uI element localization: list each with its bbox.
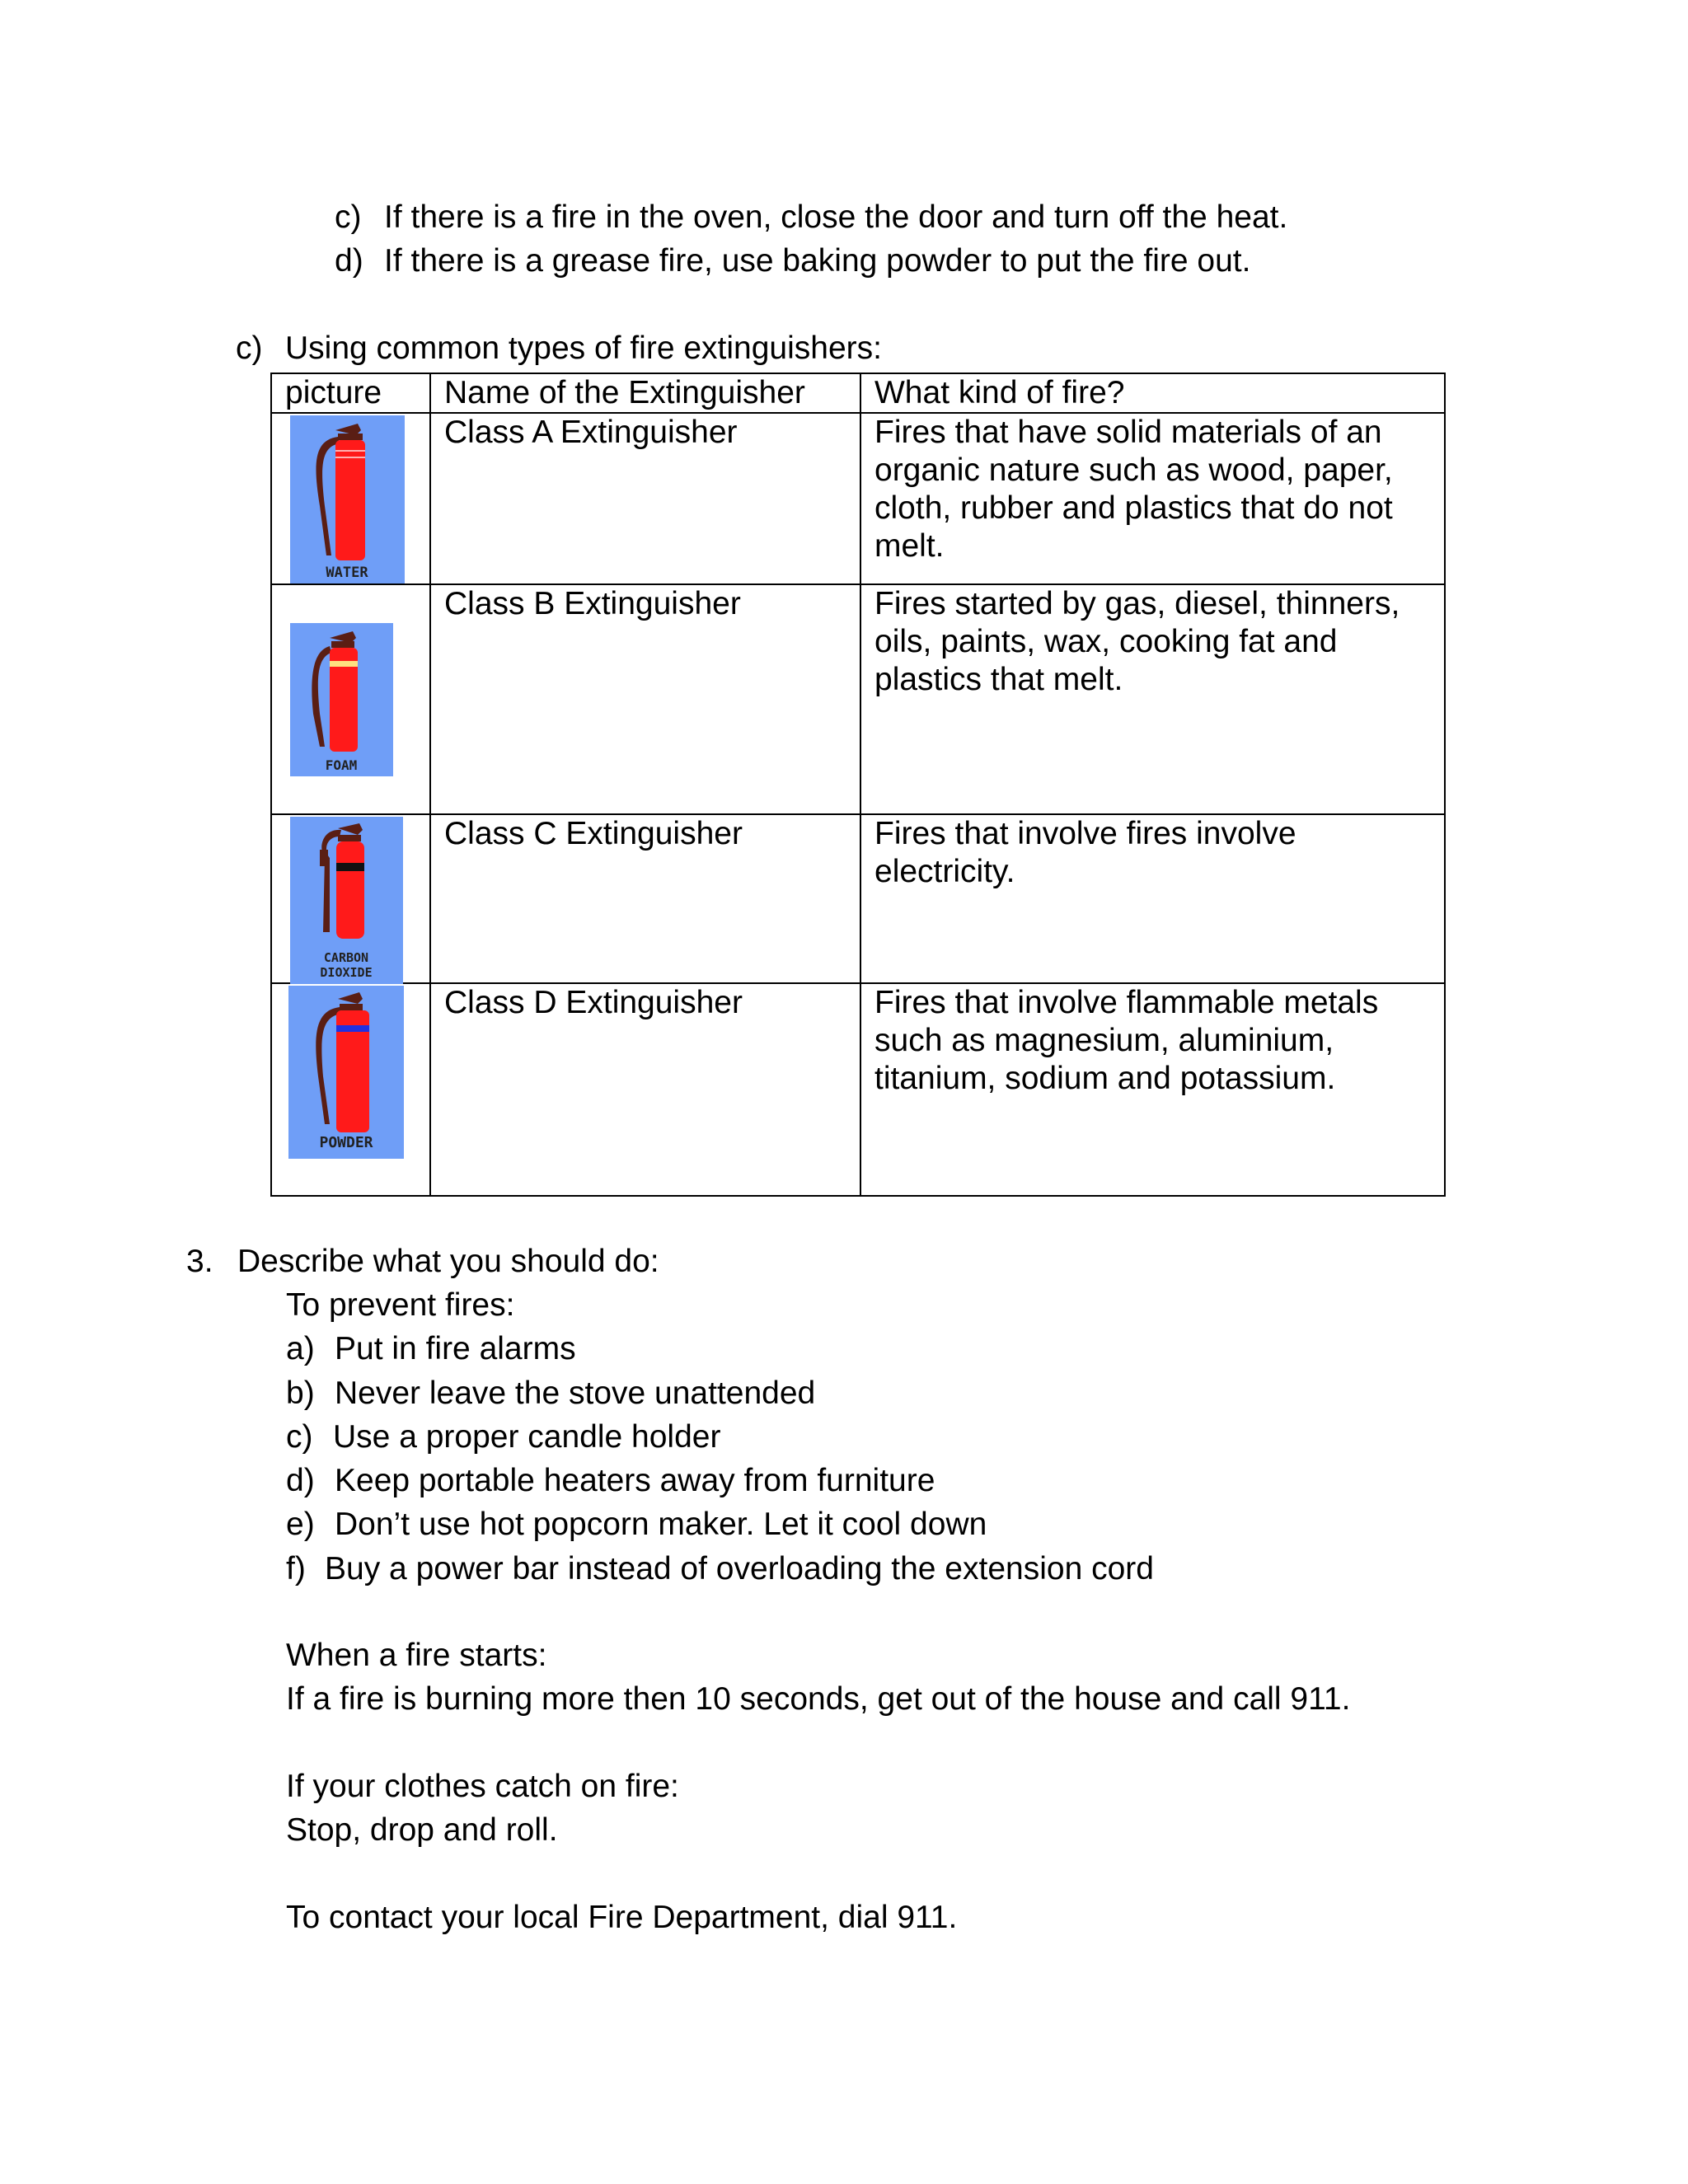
picture-cell	[271, 584, 430, 814]
picture-cell	[271, 983, 430, 1196]
contact-text: To contact your local Fire Department, dial 911.	[286, 1900, 958, 1935]
list-item: d) Keep portable heaters away from furniture	[286, 1463, 935, 1498]
table-row	[271, 983, 1445, 1196]
list-item: e) Don’t use hot popcorn maker. Let it cool down	[286, 1507, 987, 1542]
section-c-heading: c) Using common types of fire extinguishers:	[236, 330, 882, 366]
name-cell: Class D Extinguisher	[430, 983, 860, 1196]
water-extinguisher-icon	[290, 415, 405, 583]
clothes-text: Stop, drop and roll.	[286, 1812, 558, 1848]
name-cell: Class C Extinguisher	[430, 814, 860, 983]
powder-label: POWDER	[319, 1134, 373, 1151]
list-item: a) Put in fire alarms	[286, 1331, 576, 1366]
powder-extinguisher-icon	[288, 986, 404, 1159]
foam-label: FOAM	[325, 757, 358, 773]
clothes-heading: If your clothes catch on fire:	[286, 1769, 679, 1804]
table-row	[271, 413, 1445, 584]
top-list-item-d: d) If there is a grease fire, use baking powder to put the fire out.	[335, 243, 1251, 279]
top-list-item-c: c) If there is a fire in the oven, close the door and turn off the heat.	[335, 199, 1288, 235]
table-row	[271, 814, 1445, 983]
description-cell: Fires that involve fires involve electricity.	[860, 814, 1445, 983]
header-picture: picture	[271, 373, 430, 413]
table-row	[271, 584, 1445, 814]
list-item: f) Buy a power bar instead of overloading the extension cord	[286, 1551, 1154, 1586]
list-item: c) Use a proper candle holder	[286, 1419, 721, 1455]
carbon-dioxide-extinguisher-icon	[290, 817, 403, 984]
table-header-row	[271, 373, 1445, 413]
water-label: WATER	[326, 565, 368, 581]
list-item: b) Never leave the stove unattended	[286, 1376, 816, 1411]
co2-label	[320, 950, 372, 980]
picture-cell	[271, 814, 430, 983]
prevent-heading: To prevent fires:	[286, 1287, 515, 1323]
co2-label-line: DIOXIDE	[320, 965, 373, 980]
co2-extinguisher-graphic	[290, 817, 403, 984]
section-3-heading: 3. Describe what you should do:	[186, 1244, 659, 1279]
description-cell: Fires started by gas, diesel, thinners, oils, paints, wax, cooking fat and plastics that melt.	[860, 584, 1445, 814]
fire-starts-text: If a fire is burning more then 10 seconds, get out of the house and call 911.	[286, 1681, 1351, 1717]
header-name: Name of the Extinguisher	[430, 373, 860, 413]
description-cell: Fires that have solid materials of an organic nature such as wood, paper, cloth, rubber and plastics that do not melt.	[860, 413, 1445, 584]
foam-extinguisher-graphic	[290, 623, 393, 776]
fire-starts-heading: When a fire starts:	[286, 1638, 547, 1673]
description-cell: Fires that involve flammable metals such as magnesium, aluminium, titanium, sodium and potassium.	[860, 983, 1445, 1196]
header-kind: What kind of fire?	[860, 373, 1445, 413]
name-cell: Class A Extinguisher	[430, 413, 860, 584]
extinguisher-table	[270, 373, 1446, 1197]
powder-extinguisher-graphic	[288, 986, 404, 1159]
name-cell: Class B Extinguisher	[430, 584, 860, 814]
picture-cell	[271, 413, 430, 584]
foam-extinguisher-icon	[290, 623, 393, 776]
co2-label-line: CARBON	[323, 950, 369, 965]
water-extinguisher-graphic	[290, 415, 405, 583]
